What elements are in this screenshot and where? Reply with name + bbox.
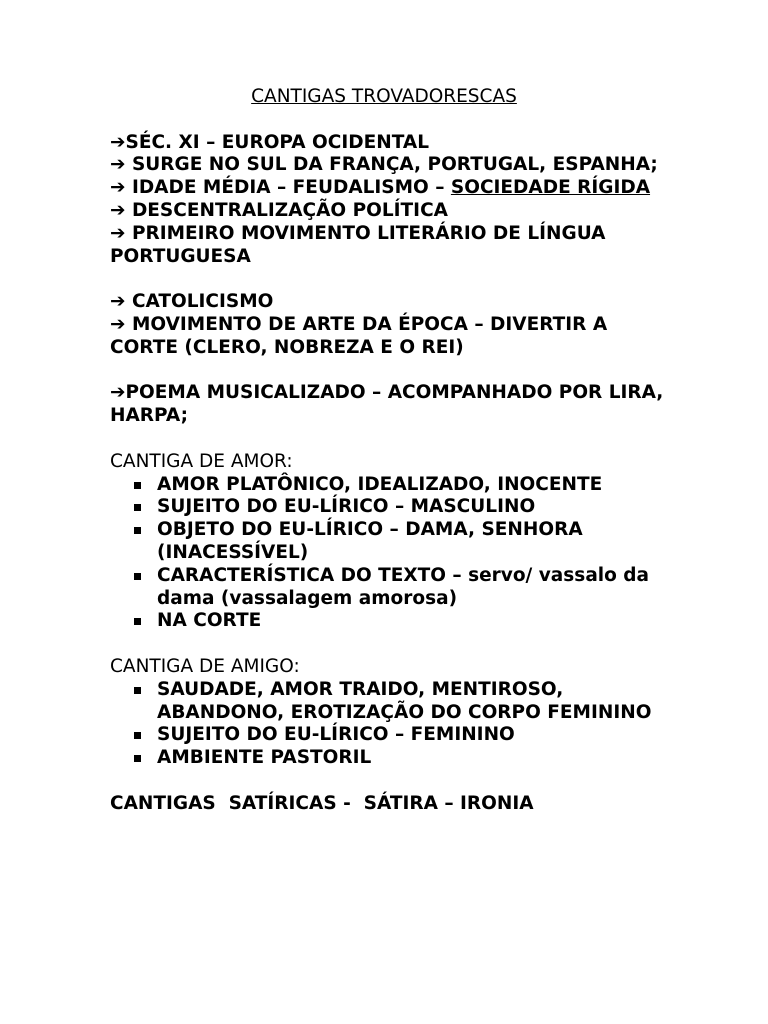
spacer [110,428,670,451]
list-item-text: AMBIENTE PASTORIL [157,747,372,769]
list-item-text: NA CORTE [157,610,262,632]
sociedade-rigida-underlined: SOCIEDADE RÍGIDA [450,177,651,199]
spacer [110,109,670,132]
document-title: CANTIGAS TROVADORESCAS [251,86,517,107]
square-bullet-icon [134,618,141,625]
cantiga-de-amor-heading: CANTIGA DE AMOR: [110,450,293,472]
intro-line-3-text: ➔ IDADE MÉDIA – FEUDALISMO – [110,177,451,199]
music-line-1: ➔POEMA MUSICALIZADO – ACOMPANHADO POR LIRA, HARPA; [110,382,664,427]
spacer [110,360,670,383]
list-item-text: AMOR PLATÔNICO, IDEALIZADO, INOCENTE [157,473,603,495]
intro-line-1: ➔SÉC. XI – EUROPA OCIDENTAL [110,131,429,153]
list-item [110,724,670,747]
square-bullet-icon [134,755,141,762]
list-item-text: SAUDADE, AMOR TRAIDO, MENTIROSO, ABANDONO, EROTIZAÇÃO DO CORPO FEMININO [157,678,652,723]
list-item [110,565,670,611]
list-item [110,496,670,519]
cantiga-de-amigo-list [110,679,670,770]
list-item [110,519,670,565]
intro-line-5: ➔ PRIMEIRO MOVIMENTO LITERÁRIO DE LÍNGUA PORTUGUESA [110,222,606,267]
spacer [110,633,670,656]
list-item-text: SUJEITO DO EU-LÍRICO – FEMININO [157,724,515,746]
square-bullet-icon [134,687,141,694]
cantiga-de-amor-list [110,474,670,634]
list-item [110,474,670,497]
cantiga-de-amigo-heading: CANTIGA DE AMIGO: [110,655,300,677]
context-line-2: ➔ MOVIMENTO DE ARTE DA ÉPOCA – DIVERTIR A CORTE (CLERO, NOBREZA E O REI) [110,313,608,358]
intro-line-4: ➔ DESCENTRALIZAÇÃO POLÍTICA [110,199,448,221]
list-item [110,679,670,725]
list-item-text: CARACTERÍSTICA DO TEXTO – servo/ vassalo da dama (vassalagem amorosa) [157,564,650,609]
document-body [110,86,670,816]
square-bullet-icon [134,732,141,739]
intro-line-3 [110,177,670,200]
spacer [110,770,670,793]
list-item [110,610,670,633]
spacer [110,268,670,291]
context-line-1: ➔ CATOLICISMO [110,291,274,313]
square-bullet-icon [134,527,141,534]
square-bullet-icon [134,482,141,489]
cantigas-satiricas-line: CANTIGAS SATÍRICAS - SÁTIRA – IRONIA [110,792,534,814]
list-item-text: SUJEITO DO EU-LÍRICO – MASCULINO [157,496,536,518]
list-item [110,747,670,770]
list-item-text: OBJETO DO EU-LÍRICO – DAMA, SENHORA (INACESSÍVEL) [157,519,583,563]
square-bullet-icon [134,573,141,580]
square-bullet-icon [134,504,141,511]
intro-line-2: ➔ SURGE NO SUL DA FRANÇA, PORTUGAL, ESPANHA; [110,154,658,176]
